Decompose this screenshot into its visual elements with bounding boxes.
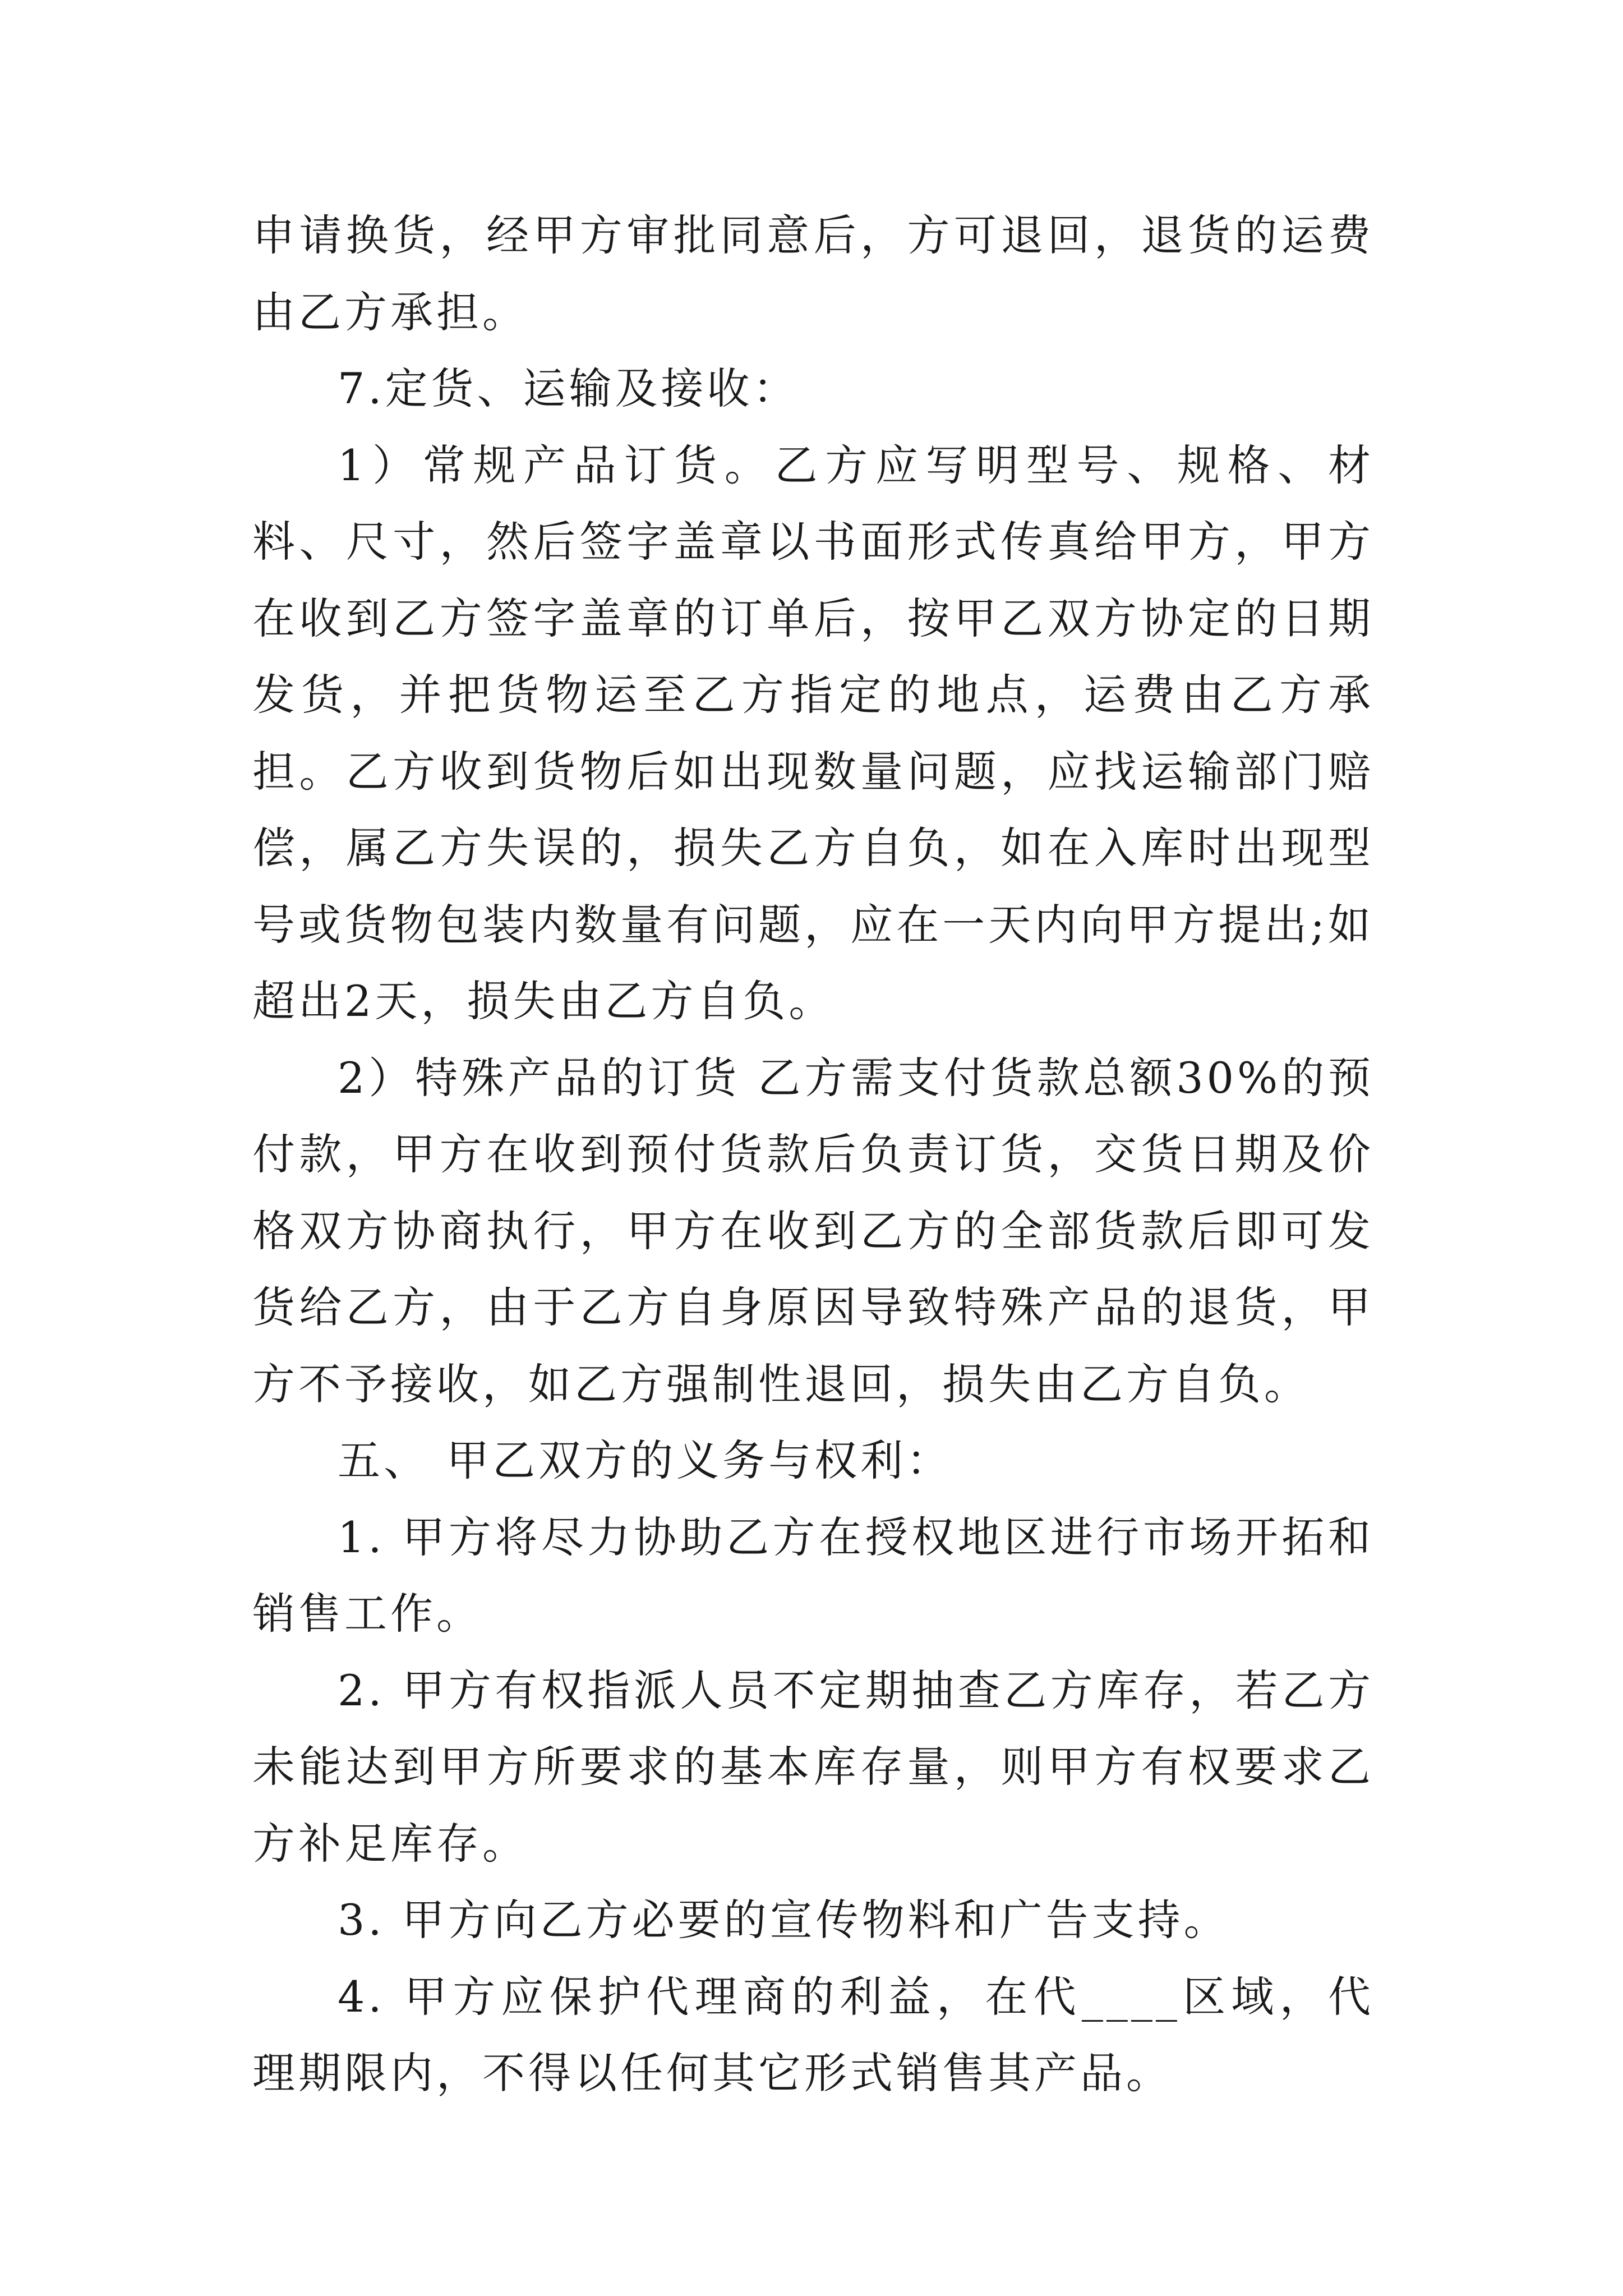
paragraph-obligation-1: 1. 甲方将尽力协助乙方在授权地区进行市场开拓和销售工作。: [252, 1512, 1374, 1639]
paragraph-regular-order: 1）常规产品订货。乙方应写明型号、规格、材料、尺寸，然后签字盖章以书面形式传真给甲方，甲方在收到乙方签字盖章的订单后，按甲乙双方协定的日期发货，并把货物运至乙方指定的地点，运费由乙方承担。乙方收到货物后如出现数量问题，应找运输部门赔偿，属乙方失误的，损失乙方自负，如在入库时出现型号或货物包装内数量有问题，应在一天内向甲方提出;如超出2天，损失由乙方自负。: [252, 440, 1374, 1026]
paragraph-obligation-3: 3. 甲方向乙方必要的宣传物料和广告支持。: [338, 1895, 1230, 1945]
paragraph-ordering-heading: 7.定货、运输及接收：: [338, 364, 799, 413]
contract-body: [252, 197, 1374, 2112]
paragraph-special-order: 2）特殊产品的订货 乙方需支付货款总额30%的预付款，甲方在收到预付货款后负责订货，交货日期及价格双方协商执行，甲方在收到乙方的全部货款后即可发货给乙方，由于乙方自身原因导致特殊产品的退货，甲方不予接收，如乙方强制性退回，损失由乙方自负。: [252, 1052, 1374, 1409]
paragraph-return-freight: 申请换货，经甲方审批同意后，方可退回，退货的运费由乙方承担。: [252, 210, 1374, 337]
paragraph-obligation-2: 2. 甲方有权指派人员不定期抽查乙方库存，若乙方未能达到甲方所要求的基本库存量，则甲方有权要求乙方补足库存。: [252, 1665, 1374, 1869]
section-heading-obligations: 五、 甲乙双方的义务与权利：: [338, 1435, 953, 1485]
paragraph-obligation-4: 4. 甲方应保护代理商的利益，在代____区域，代理期限内，不得以任何其它形式销售其产品。: [252, 1971, 1374, 2098]
